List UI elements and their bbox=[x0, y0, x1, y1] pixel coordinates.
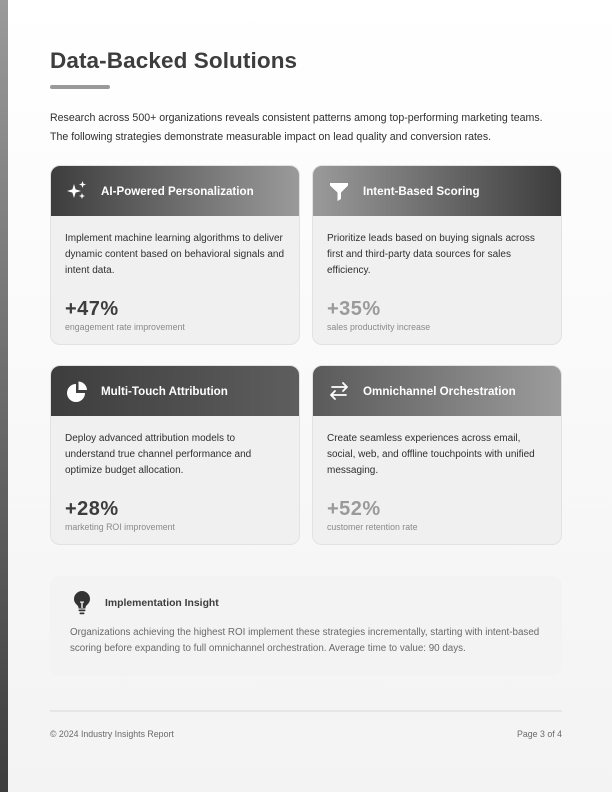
card-stat-label: customer retention rate bbox=[327, 522, 418, 532]
card-description: Create seamless experiences across email, social, web, and offline touchpoints with unified messaging. bbox=[327, 433, 535, 476]
card-description: Deploy advanced attribution models to understand true channel performance and optimize budget allocation. bbox=[65, 433, 252, 476]
card-description: Implement machine learning algorithms to deliver dynamic content based on behavioral signals and intent data. bbox=[65, 233, 285, 276]
page-title: Data-Backed Solutions bbox=[50, 48, 298, 73]
footer-copyright: © 2024 Industry Insights Report bbox=[50, 729, 174, 739]
card-header bbox=[313, 166, 561, 216]
card-header bbox=[51, 166, 299, 216]
card-stat-value: +28% bbox=[65, 498, 119, 520]
intro-paragraph: Research across 500+ organizations reveals consistent patterns among top-performing marketing teams. The following strategies demonstrate measurable impact on lead quality and conversion rates. bbox=[50, 112, 543, 143]
card-title: AI-Powered Personalization bbox=[101, 184, 254, 198]
card-stat-value: +47% bbox=[65, 298, 119, 320]
strategy-card-attribution bbox=[50, 365, 300, 545]
lightbulb-icon bbox=[70, 590, 94, 616]
sparkles-icon bbox=[65, 179, 89, 203]
arrows-exchange-icon bbox=[327, 379, 351, 403]
card-title: Multi-Touch Attribution bbox=[101, 384, 228, 398]
strategy-card-intent-scoring bbox=[312, 165, 562, 345]
title-underline bbox=[50, 85, 110, 89]
card-description: Prioritize leads based on buying signals across first and third-party data sources for sales efficiency. bbox=[327, 233, 535, 276]
side-accent-stripe bbox=[0, 0, 8, 792]
strategy-card-ai-personalization bbox=[50, 165, 300, 345]
card-header bbox=[313, 366, 561, 416]
funnel-icon bbox=[327, 179, 351, 203]
footer-page-indicator: Page 3 of 4 bbox=[517, 729, 562, 739]
insight-title: Implementation Insight bbox=[105, 597, 219, 609]
strategy-card-omnichannel bbox=[312, 365, 562, 545]
card-stat-label: sales productivity increase bbox=[327, 322, 431, 332]
card-title: Intent-Based Scoring bbox=[363, 184, 480, 198]
card-stat-label: marketing ROI improvement bbox=[65, 522, 175, 532]
implementation-insight-box bbox=[50, 576, 562, 676]
card-stat-label: engagement rate improvement bbox=[65, 322, 185, 332]
card-title: Omnichannel Orchestration bbox=[363, 384, 516, 398]
card-header bbox=[51, 366, 299, 416]
footer-divider bbox=[50, 710, 562, 712]
insight-text: Organizations achieving the highest ROI implement these strategies incrementally, starting with intent-based scoring before expanding to full omnichannel orchestration. Average time to value: 90 days. bbox=[70, 627, 540, 654]
card-stat-value: +35% bbox=[327, 298, 381, 320]
pie-chart-icon bbox=[65, 379, 89, 403]
card-stat-value: +52% bbox=[327, 498, 381, 520]
